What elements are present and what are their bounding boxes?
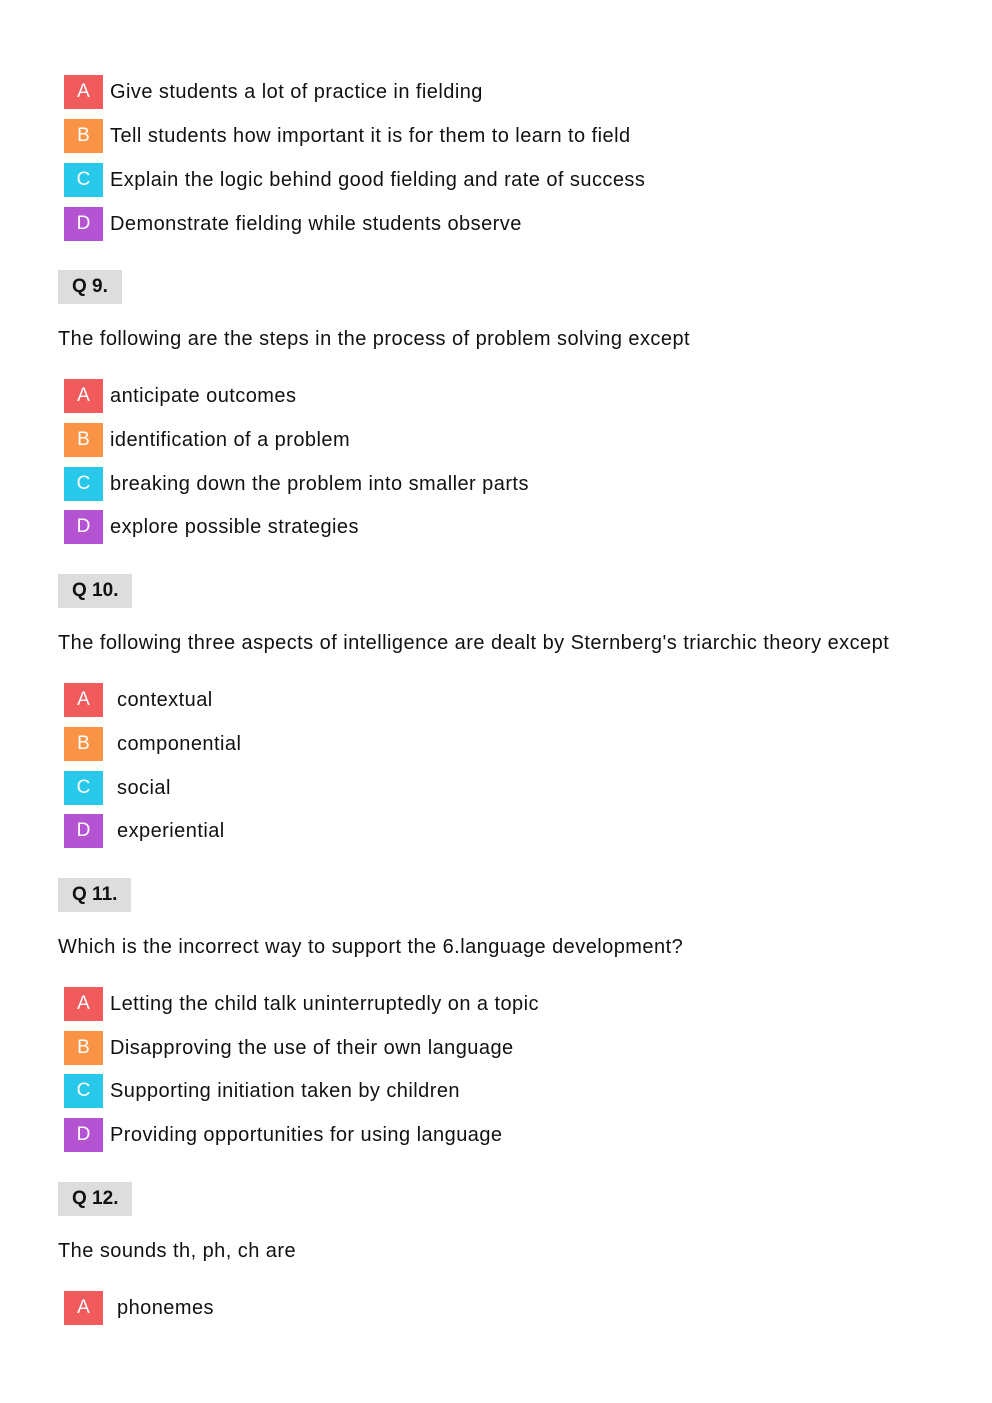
q11-question-text: Which is the incorrect way to support the 6.language development?	[58, 936, 684, 958]
q8-option-b[interactable]	[64, 119, 631, 153]
option-letter-b: B	[64, 1031, 103, 1065]
q9-option-d[interactable]	[64, 510, 359, 544]
q10-question-text: The following three aspects of intelligence are dealt by Sternberg's triarchic theory except	[58, 632, 890, 654]
q10-option-b[interactable]	[64, 727, 241, 761]
option-letter-c: C	[64, 771, 103, 805]
option-letter-b: B	[64, 727, 103, 761]
q9-option-c[interactable]	[64, 467, 529, 501]
q11-label: Q 11.	[58, 878, 131, 912]
option-letter-a: A	[64, 987, 103, 1021]
q8-option-d[interactable]	[64, 207, 522, 241]
option-text: explore possible strategies	[110, 515, 359, 538]
q12-question-text: The sounds th, ph, ch are	[58, 1240, 297, 1262]
option-letter-a: A	[64, 683, 103, 717]
q10-option-c[interactable]	[64, 771, 171, 805]
q12-option-a[interactable]	[64, 1291, 214, 1325]
q10-option-a[interactable]	[64, 683, 213, 717]
option-letter-c: C	[64, 467, 103, 501]
option-text: Explain the logic behind good fielding and rate of success	[110, 168, 646, 191]
option-letter-a: A	[64, 1291, 103, 1325]
option-letter-c: C	[64, 163, 103, 197]
option-text: phonemes	[117, 1296, 214, 1319]
option-text: Tell students how important it is for them to learn to field	[110, 124, 631, 147]
q11-option-c[interactable]	[64, 1074, 460, 1108]
option-text: breaking down the problem into smaller parts	[110, 472, 529, 495]
q9-option-b[interactable]	[64, 423, 350, 457]
q9-question-text: The following are the steps in the process of problem solving except	[58, 328, 691, 350]
q9-label: Q 9.	[58, 270, 122, 304]
option-text: Providing opportunities for using language	[110, 1123, 503, 1146]
option-text: identification of a problem	[110, 428, 351, 451]
option-text: Demonstrate fielding while students observe	[110, 212, 522, 235]
q10-option-d[interactable]	[64, 814, 225, 848]
option-text: anticipate outcomes	[110, 384, 297, 407]
q12-label: Q 12.	[58, 1182, 132, 1216]
option-text: componential	[117, 732, 242, 755]
option-letter-d: D	[64, 510, 103, 544]
option-text: Supporting initiation taken by children	[110, 1079, 460, 1102]
option-letter-b: B	[64, 119, 103, 153]
option-letter-a: A	[64, 379, 103, 413]
q11-option-d[interactable]	[64, 1118, 502, 1152]
option-text: Disapproving the use of their own language	[110, 1036, 514, 1059]
option-text: Give students a lot of practice in fielding	[110, 80, 483, 103]
option-text: Letting the child talk uninterruptedly on a topic	[110, 992, 539, 1015]
option-letter-d: D	[64, 1118, 103, 1152]
q11-option-b[interactable]	[64, 1031, 514, 1065]
option-text: contextual	[117, 688, 213, 711]
option-text: experiential	[117, 819, 225, 842]
q11-option-a[interactable]	[64, 987, 539, 1021]
option-text: social	[117, 776, 171, 799]
option-letter-d: D	[64, 207, 103, 241]
q8-option-c[interactable]	[64, 163, 645, 197]
option-letter-d: D	[64, 814, 103, 848]
option-letter-a: A	[64, 75, 103, 109]
option-letter-b: B	[64, 423, 103, 457]
option-letter-c: C	[64, 1074, 103, 1108]
q9-option-a[interactable]	[64, 379, 296, 413]
q10-label: Q 10.	[58, 574, 132, 608]
q8-option-a[interactable]	[64, 75, 483, 109]
